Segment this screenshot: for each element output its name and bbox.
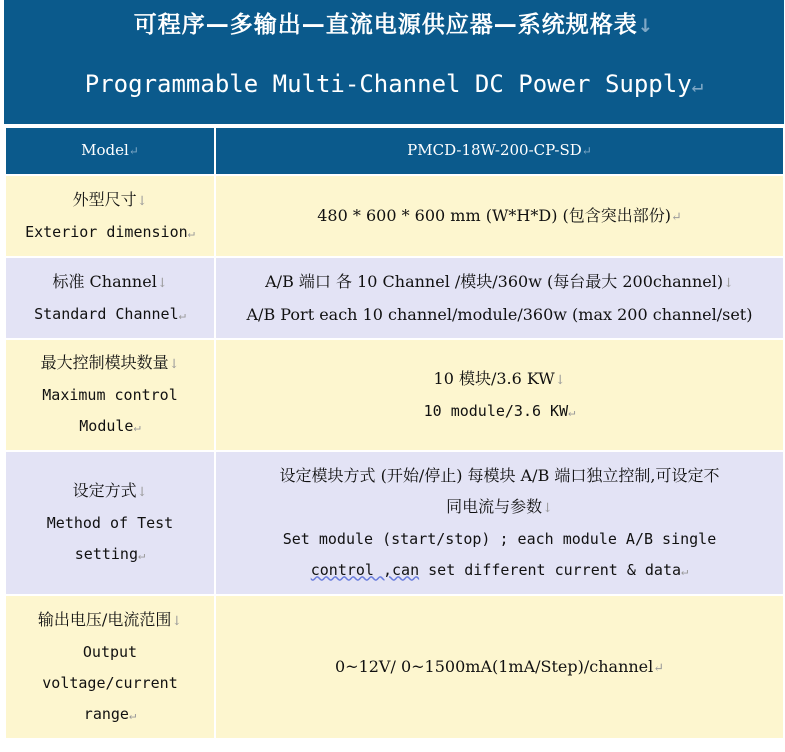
row-value-cell: 10 模块/3.6 KW↓ 10 module/3.6 KW↵: [216, 340, 783, 450]
table-row: [6, 340, 783, 450]
table-row: [6, 596, 783, 738]
row-label-cell: 标准 Channel↓ Standard Channel↵: [6, 258, 214, 338]
paragraph-mark: ↵: [691, 74, 704, 97]
row-value-cell: 0~12V/ 0~1500mA(1mA/Step)/channel↵: [216, 596, 783, 738]
spellcheck-underline: control ,can: [310, 560, 420, 579]
spec-table: [4, 126, 785, 740]
header-value-cell: PMCD-18W-200-CP-SD↵: [216, 128, 783, 174]
table-row: [6, 452, 783, 594]
row-label-cell: 设定方式↓ Method of Test setting↵: [6, 452, 214, 594]
row-label-cell: 最大控制模块数量↓ Maximum control Module↵: [6, 340, 214, 450]
table-header-row: [6, 128, 783, 174]
row-value-cell: A/B 端口 各 10 Channel /模块/360w (每台最大 200channel)↓ A/B Port each 10 channel/module/360w (max 200 channel/set): [216, 258, 783, 338]
title-chinese: 可程序—多输出—直流电源供应器—系统规格表↓: [133, 12, 655, 38]
row-label-cell: 外型尺寸↓ Exterior dimension↵: [6, 176, 214, 256]
table-row: [6, 258, 783, 338]
title-english: Programmable Multi-Channel DC Power Supply↵: [84, 70, 704, 98]
row-label-cell: 输出电压/电流范围↓ Output voltage/current range↵: [6, 596, 214, 738]
table-row: [6, 176, 783, 256]
line-break-mark: ↓: [637, 16, 655, 37]
row-value-cell: 设定模块方式 (开始/停止) 每模块 A/B 端口独立控制,可设定不 同电流与参数↓ Set module (start/stop) ; each module A/B single control ,can set different current & data↵: [216, 452, 783, 594]
header-label-cell: Model↵: [6, 128, 214, 174]
title-banner: [4, 0, 784, 124]
row-value-cell: 480 * 600 * 600 mm (W*H*D) (包含突出部份)↵: [216, 176, 783, 256]
